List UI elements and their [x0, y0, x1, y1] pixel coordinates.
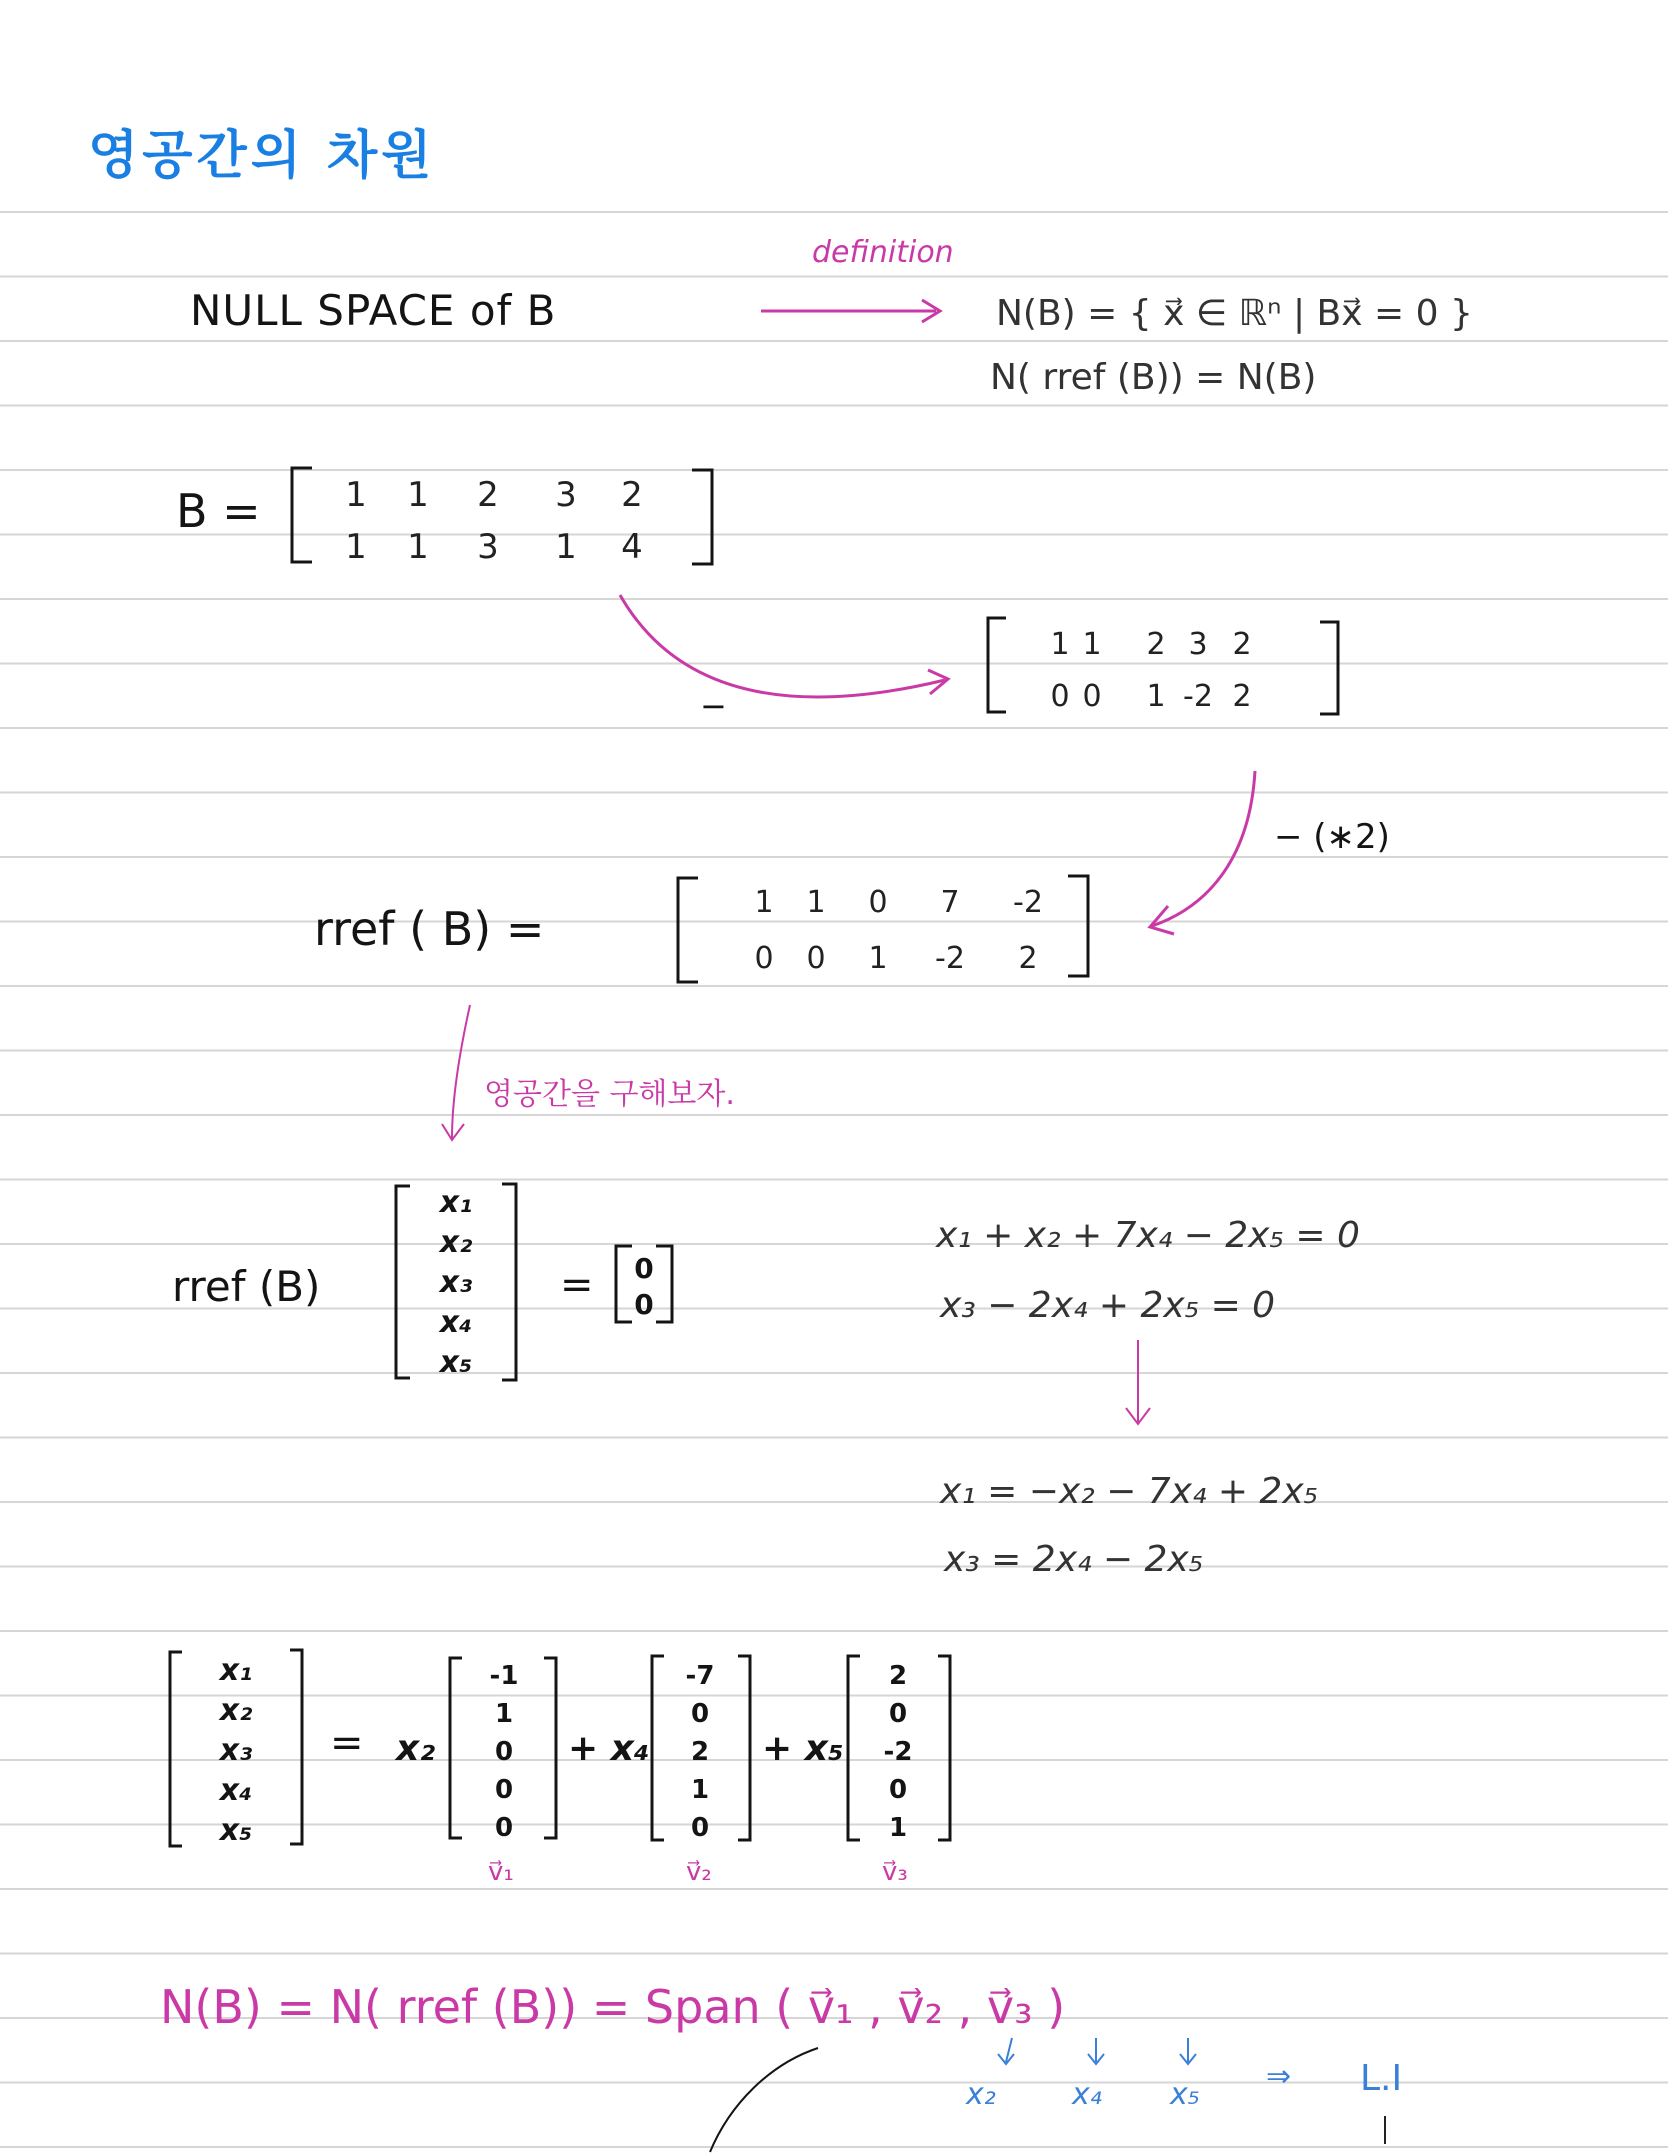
find-null-space-note: 영공간을 구해보자.	[484, 1077, 735, 1112]
null-space-heading: NULL SPACE of B	[190, 286, 557, 335]
variable-entry: x₁	[219, 1653, 253, 1688]
vector-entry: 2	[888, 1661, 908, 1691]
matrix-cell: 4	[621, 527, 643, 567]
free-variable-x2: x₂	[966, 2077, 996, 2112]
matrix-cell: -2	[935, 941, 965, 976]
matrix-cell: 0	[868, 885, 888, 920]
vector-v1-label: v⃗₁	[488, 1857, 514, 1887]
vector-entry: -7	[685, 1661, 715, 1691]
step-matrix	[980, 612, 1350, 722]
matrix-cell: 2	[1232, 679, 1252, 714]
free-variable-arrows	[960, 2036, 1420, 2146]
vector-entry: 0	[494, 1813, 514, 1843]
decomposition-equals-sign: =	[330, 1720, 364, 1766]
variable-entry: x₁	[439, 1185, 473, 1220]
coefficient-x2: x₂	[396, 1728, 435, 1769]
rref-matrix	[668, 870, 1108, 990]
matrix-cell: 1	[1050, 627, 1070, 662]
definition-arrow	[756, 296, 956, 326]
implies-arrow: ⇒	[1266, 2059, 1292, 2094]
variable-entry: x₅	[219, 1813, 253, 1848]
system-equation	[384, 1178, 734, 1388]
vector-entry: 0	[888, 1775, 908, 1805]
equation-1: x₁ + x₂ + 7x₄ − 2x₅ = 0	[936, 1215, 1360, 1256]
variable-entry: x₅	[439, 1345, 473, 1380]
variable-entry: x₄	[439, 1305, 473, 1340]
null-space-definition: N(B) = { x⃗ ∈ ℝⁿ | Bx⃗ = 0 }	[996, 293, 1473, 334]
matrix-cell: 0	[1050, 679, 1070, 714]
vector-entry: 1	[690, 1775, 710, 1805]
matrix-cell: 1	[407, 475, 429, 515]
zero-entry: 0	[634, 1252, 654, 1285]
matrix-cell: 1	[407, 527, 429, 567]
variable-entry: x₂	[439, 1225, 473, 1260]
linearly-independent-label: L.I	[1360, 2058, 1403, 2099]
matrix-cell: 2	[1018, 941, 1038, 976]
matrix-cell: 2	[477, 475, 499, 515]
matrix-cell: 1	[1146, 679, 1166, 714]
rref-label: rref ( B) =	[314, 902, 545, 956]
matrix-b-label: B =	[176, 484, 261, 538]
vector-entry: -1	[489, 1661, 519, 1691]
coefficient-x5: + x₅	[762, 1728, 844, 1769]
matrix-cell: 1	[868, 941, 888, 976]
matrix-cell: 1	[345, 527, 367, 567]
vector-entry: -2	[883, 1737, 913, 1767]
matrix-cell: 7	[940, 885, 960, 920]
zero-entry: 0	[634, 1288, 654, 1321]
matrix-cell: 0	[1082, 679, 1102, 714]
variable-entry: x₄	[219, 1773, 253, 1808]
step-left-mark: −	[700, 687, 727, 725]
variable-entry: x₃	[219, 1733, 253, 1768]
variable-entry: x₃	[439, 1265, 473, 1300]
matrix-cell: 1	[754, 885, 774, 920]
matrix-cell: 3	[477, 527, 499, 567]
page-title: 영공간의 차원	[88, 126, 436, 186]
matrix-cell: 1	[1082, 627, 1102, 662]
matrix-cell: 3	[555, 475, 577, 515]
vector-decomposition	[160, 1640, 1000, 1900]
system-label: rref (B)	[172, 1262, 321, 1311]
null-space-span-conclusion: N(B) = N( rref (B)) = Span ( v⃗₁ , v⃗₂ , v⃗₃ )	[160, 1980, 1066, 2034]
down-arrow-note	[438, 1000, 478, 1150]
vector-entry: 1	[494, 1699, 514, 1729]
matrix-b	[284, 462, 734, 572]
variable-entry: x₂	[219, 1693, 253, 1728]
equation-2: x₃ − 2x₄ + 2x₅ = 0	[940, 1285, 1276, 1326]
system-equals-sign: =	[560, 1262, 594, 1308]
solved-equation-2: x₃ = 2x₄ − 2x₅	[944, 1539, 1204, 1580]
matrix-cell: 1	[806, 885, 826, 920]
free-variable-x5: x₅	[1170, 2077, 1200, 2112]
matrix-cell: 2	[1146, 627, 1166, 662]
matrix-cell: -2	[1013, 885, 1043, 920]
vector-entry: 0	[690, 1813, 710, 1843]
vector-entry: 0	[494, 1737, 514, 1767]
solved-equation-1: x₁ = −x₂ − 7x₄ + 2x₅	[940, 1471, 1319, 1512]
matrix-cell: 1	[345, 475, 367, 515]
free-variable-x4: x₄	[1072, 2077, 1102, 2112]
matrix-cell: 2	[1232, 627, 1252, 662]
vector-entry: 2	[690, 1737, 710, 1767]
down-arrow-equations	[1118, 1336, 1158, 1436]
vector-entry: 0	[888, 1699, 908, 1729]
coefficient-x4: + x₄	[568, 1728, 650, 1769]
matrix-cell: 3	[1188, 627, 1208, 662]
pencil-curve-stroke	[700, 2044, 830, 2154]
matrix-cell: 0	[806, 941, 826, 976]
row-operation-note: − (∗2)	[1274, 817, 1390, 857]
matrix-cell: -2	[1183, 679, 1213, 714]
matrix-cell: 2	[621, 475, 643, 515]
definition-label: definition	[812, 235, 954, 270]
vector-v2-label: v⃗₂	[686, 1857, 712, 1887]
matrix-cell: 0	[754, 941, 774, 976]
vector-entry: 0	[690, 1699, 710, 1729]
vector-v3-label: v⃗₃	[882, 1857, 908, 1887]
curved-arrow-to-step	[600, 590, 960, 725]
vector-entry: 0	[494, 1775, 514, 1805]
matrix-cell: 1	[555, 527, 577, 567]
curved-arrow-to-rref	[1140, 766, 1260, 946]
rref-null-space-equality: N( rref (B)) = N(B)	[990, 357, 1317, 398]
vector-entry: 1	[888, 1813, 908, 1843]
